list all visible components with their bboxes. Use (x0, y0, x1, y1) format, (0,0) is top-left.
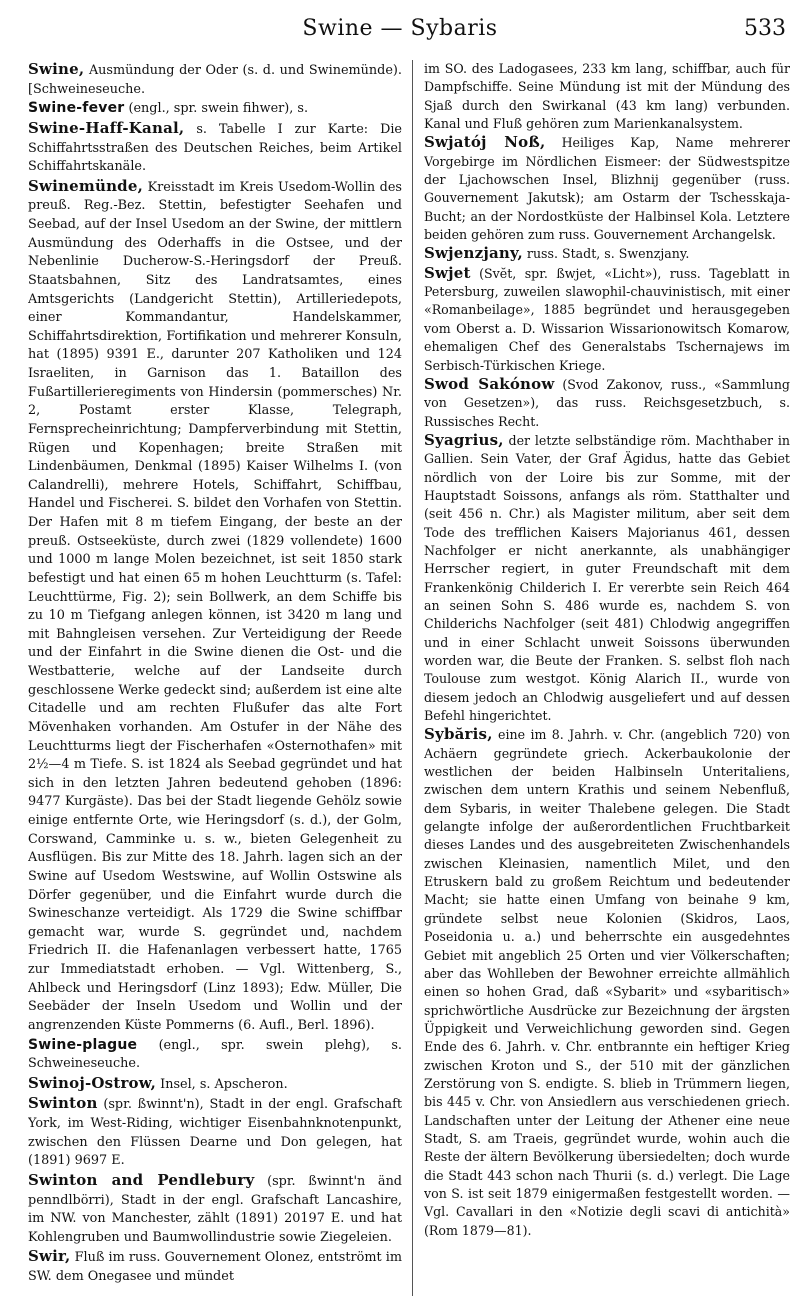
dictionary-entry (28, 1074, 402, 1095)
entry-text: Insel, s. Apscheron. (160, 1076, 288, 1092)
page-number: 533 (744, 16, 786, 41)
page-header (0, 10, 800, 50)
entry-headword: Syagrius, (424, 430, 504, 449)
running-title: Swine — Sybaris (302, 16, 498, 41)
entry-headword: Swjet (424, 263, 471, 282)
entry-headword: Swinoj-Ostrow, (28, 1073, 157, 1092)
entry-headword: Swod Sakónow (424, 374, 555, 393)
entry-headword: Swinton and Pendlebury (28, 1170, 255, 1189)
entry-text: Fluß im russ. Gouvernement Olonez, entströmt im SW. dem Onegasee und mündet (28, 1250, 402, 1284)
entry-headword: Swjenzjany, (424, 244, 523, 263)
dictionary-entry (28, 1036, 402, 1074)
dictionary-entry (28, 177, 402, 1036)
dictionary-entry (424, 725, 790, 1240)
entry-text: Kreisstadt im Kreis Usedom-Wollin des preuß. Reg.-Bez. Stettin, befestigter Seehafen und Seebad, auf der Insel Usedom an der Swine, der mittlern Ausmündung des Oderhaffs in die Ostsee, und der Nebenlinie Ducherow-S.-Heringsdorf der Preuß. Staatsbahnen, Sitz des Landratsamtes, eines Amtsgerichts (Landgericht Stettin), Artilleriedepots, einer Kommandantur, Handelskammer, Schiffahrtsdirektion, Fortifikation und mehrerer Konsuln, hat (1895) 9391 E., darunter 207 Katholiken und 124 Israeliten, in Garnison das 1. Bataillon des Fußartillerieregiments von Hindersin (pommersches) Nr. 2, Postamt erster Klasse, Telegraph, Fernsprecheinrichtung; Dampferverbindung mit Stettin, Rügen und Kopenhagen; breite Straßen mit Lindenbäumen, Denkmal (1895) Kaiser Wilhelms I. (von Calandrelli), mehrere Hotels, Schiffahrt, Schiffbau, Handel und Fischerei. S. bildet den Vorhafen von Stettin. Der Hafen mit 8 m tiefem Eingang, der beste an der preuß. Ostseeküste, durch zwei (1829 vollendete) 1600 und 1000 m lange Molen bezeichnet, ist seit 1850 stark befestigt und hat einen 65 m hohen Leuchtturm (s. Tafel: Leuchttürme, Fig. 2); sein Bollwerk, an dem Schiffe bis zu 10 m Tiefgang anlegen können, ist 3420 m lang und mit Bahngleisen versehen. Zur Verteidigung der Reede und der Einfahrt in die Swine dienen die Ost- und die Westbatterie, welche auf der Landseite durch geschlossene Werke gedeckt sind; außerdem ist eine alte Citadelle und am rechten Flußufer das alte Fort Mövenhaken vorhanden. Am Ostufer in der Nähe des Leuchtturms liegt der Fischerhafen «Osternothafen» mit 2½—4 m Tiefe. S. ist 1824 als Seebad gegründet und hat sich in den letzten Jahren bedeutend gehoben (1896: 9477 Kurgäste). Das bei der Stadt liegende Gehölz sowie einige entfernte Orte, wie Heringsdorf (s. d.), der Golm, Corswand, Camminke u. s. w., bieten Gelegenheit zu Ausflügen. Bis zur Mitte des 18. Jahrh. lagen sich an der Swine auf Usedom Westswine, auf Wollin Ostswine als Dörfer gegenüber, und die Einfahrt wurde durch die Swineschanze verteidigt. Als 1729 die Swine schiffbar gemacht war, wurde S. gegründet und, nachdem Friedrich II. die Hafenanlagen verbessert hatte, 1765 zur Immediatstadt erhoben. — Vgl. Wittenberg, S., Ahlbeck und Heringsdorf (Linz 1893); Edw. Müller, Die Seebäder der Inseln Usedom und Wollin und der angrenzenden Küste Pommerns (6. Aufl., Berl. 1896). (28, 179, 402, 1033)
entry-headword: Swjatój Noß, (424, 133, 546, 152)
dictionary-entry (424, 431, 790, 726)
entry-headword: Swir, (28, 1247, 71, 1266)
dictionary-entry (28, 60, 402, 99)
entry-headword: Swinemünde, (28, 176, 144, 195)
entry-text: (engl., spr. swein plehg), s. Schweineseuche. (28, 1037, 402, 1072)
entry-headword: Sybăris, (424, 725, 493, 744)
dictionary-entry (28, 1171, 402, 1248)
entry-text: russ. Stadt, s. Swenzjany. (526, 246, 690, 262)
entry-text: Ausmündung der Oder (s. d. und Swinemünde). [Schweineseuche. (28, 63, 402, 97)
entry-headword: Swine-Haff-Kanal, (28, 118, 185, 137)
entry-text: im SO. des Ladogasees, 233 km lang, schiffbar, auch für Dampfschiffe. Seine Mündung ist mit der Mündung des Sjaß durch den Swirkanal (43 km lang) verbunden. Kanal und Fluß gehören zum Marienkanalsystem. (424, 61, 790, 132)
dictionary-entry (424, 133, 790, 244)
entry-headword: Swine, (28, 60, 85, 78)
entry-text: (engl., spr. swein fihwer), s. (128, 101, 309, 117)
dictionary-entry (28, 1094, 402, 1171)
right-column (424, 60, 790, 1300)
entry-text: (spr. ßwinnt'n), Stadt in der engl. Grafschaft York, im West-Riding, wichtiger Eisenbahnknotenpunkt, zwischen den Flüssen Dearne und Don gelegen, hat (1891) 9697 E. (28, 1097, 402, 1169)
entry-headword: Swine-plague (28, 1036, 138, 1053)
entry-text: (spr. ßwinnt'n änd penndlbörri), Stadt in der engl. Grafschaft Lancashire, im NW. von Manchester, zählt (1891) 20197 E. und hat Kohlengruben und Baumwollindustrie sowie Ziegeleien. (28, 1173, 402, 1245)
dictionary-entry (28, 119, 402, 177)
entry-headword: Swinton (28, 1094, 98, 1113)
dictionary-entry (28, 99, 402, 119)
entry-text: der letzte selbständige röm. Machthaber in Gallien. Sein Vater, der Graf Ägidus, hatte das Gebiet nördlich von der Loire bis zur Somme, mit der Hauptstadt Soissons, anfangs als röm. Statthalter und (seit 456 n. Chr.) als Magister militum, aber seit dem Tode des trefflichen Kaisers Majorianus 461, dessen Nachfolger er nicht anerkannte, als unabhängiger Herrscher regiert, in guter Freundschaft mit dem Frankenkönig Childerich I. Er vererbte sein Reich 464 an seinen Sohn S. 486 wurde es, nachdem S. von Childerichs Nachfolger (seit 481) Chlodwig angegriffen und in einer Schlacht unweit Soissons überwunden worden war, die Beute der Franken. S. selbst floh nach Toulouse zum westgot. König Alarich II., wurde von diesem jedoch an Chlodwig ausgeliefert und auf dessen Befehl hingerichtet. (424, 432, 790, 724)
entry-headword: Swine-fever (28, 100, 125, 117)
dictionary-entry (424, 264, 790, 375)
entry-text: eine im 8. Jahrh. v. Chr. (angeblich 720) von Achäern gegründete griech. Ackerbaukolonie der westlichen der beiden Halbinseln Unteritaliens, zwischen dem untern Krathis und seinem Nebenfluß, dem Sybaris, in weiter Thalebene gelegen. Die Stadt gelangte infolge der außerordentlichen Fruchtbarkeit dieses Landes und des ausgebreiteten Zwischenhandels zwischen Kleinasien, namentlich Milet, und den Etruskern bald zu großem Reichtum und bedeutender Macht; sie hatte einen Umfang von beinahe 9 km, gründete selbst neue Kolonien (Skidros, Laos, Poseidonia u. a.) und beherrschte ein ausgedehntes Gebiet mit angeblich 25 Orten und vier Völkerschaften; aber das Wohlleben der Bewohner erreichte allmählich einen so hohen Grad, daß «Sybarit» und «sybaritisch» sprichwörtliche Ausdrücke zur Bezeichnung der ärgsten Üppigkeit und Verweichlichung geworden sind. Gegen Ende des 6. Jahrh. v. Chr. entbrannte ein heftiger Krieg zwischen Kroton und S., der 510 mit der gänzlichen Zerstörung von S. endigte. S. blieb in Trümmern liegen, bis 445 v. Chr. von Ansiedlern aus verschiedenen griech. Landschaften unter der Leitung der Athener eine neue Stadt, S. am Traeis, gegründet wurde, wohin auch die Reste der ältern Bevölkerung übersiedelten; doch wurde die Stadt 443 schon nach Thurii (s. d.) verlegt. Die Lage von S. ist seit 1879 einigermaßen festgestellt worden. — Vgl. Cavallari in den «Notizie degli scavi di antichità» (Rom 1879—81). (424, 727, 790, 1238)
entry-text: s. Tabelle I zur Karte: Die Schiffahrtsstraßen des Deutschen Reiches, beim Artikel Schiffahrtskanäle. (28, 121, 402, 175)
column-divider (412, 60, 413, 1296)
dictionary-entry (424, 244, 790, 263)
entry-text: (Svĕt, spr. ßwjet, «Licht»), russ. Tageblatt in Petersburg, zuweilen slawophil-chauvinistisch, mit einer «Romanbeilage», 1885 begründet und herausgegeben vom Oberst a. D. Wissarion Wissarionowitsch Komarow, ehemaligen Chef des Generalstabs Tschernajews im Serbisch-Türkischen Kriege. (424, 265, 790, 373)
entry-text: (Svod Zakonov, russ., «Sammlung von Gesetzen»), das russ. Reichsgesetzbuch, s. Russisches Recht. (424, 376, 790, 429)
dictionary-entry (424, 60, 790, 133)
entry-text: Heiliges Kap, Name mehrerer Vorgebirge im Nördlichen Eismeer: der Südwestspitze der Ljachowschen Insel, Blizhnij gegenüber (russ. Gouvernement Jakutsk); am Ostarm der Tschesskaja-Bucht; an der Nordostküste der Halbinsel Kola. Letztere beiden gehören zum russ. Gouvernement Archangelsk. (424, 135, 790, 243)
dictionary-entry (424, 375, 790, 431)
left-column (28, 60, 402, 1300)
dictionary-entry (28, 1247, 402, 1286)
